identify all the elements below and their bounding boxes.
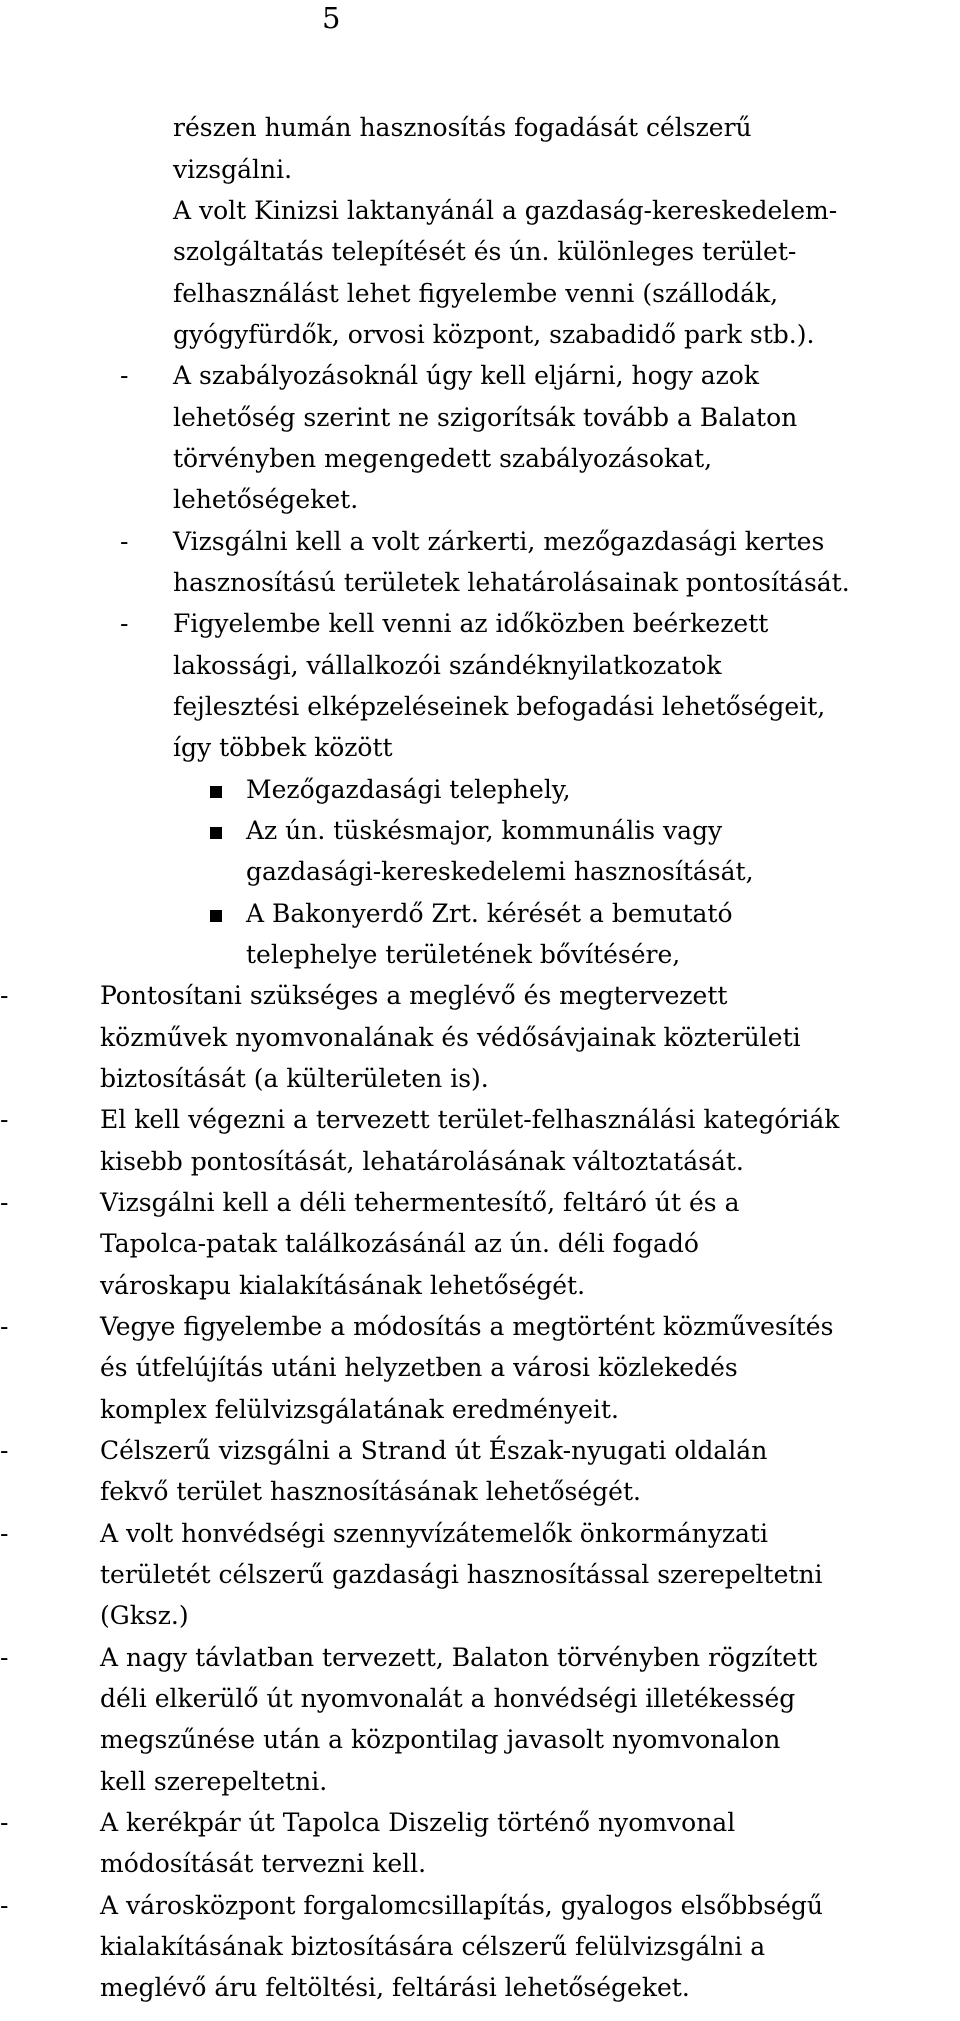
text-line: kell szerepeltetni. — [100, 1767, 328, 1796]
text-line: kialakításának biztosítására célszerű felülvizsgálni a — [100, 1932, 766, 1961]
text-line: felhasználást lehet figyelembe venni (szállodák, — [173, 279, 779, 308]
text-line: lehetőségeket. — [173, 485, 359, 514]
text-line: törvényben megengedett szabályozásokat, — [173, 444, 713, 473]
list-dash: - — [0, 981, 9, 1010]
list-dash: - — [120, 527, 129, 556]
square-bullet-icon — [210, 827, 222, 839]
text-line: és útfelújítás utáni helyzetben a városi közlekedés — [100, 1353, 738, 1382]
text-line: megszűnése után a központilag javasolt nyomvonalon — [100, 1725, 781, 1754]
list-dash: - — [120, 609, 129, 638]
text-line: A nagy távlatban tervezett, Balaton törvényben rögzített — [100, 1643, 818, 1672]
text-line: vizsgálni. — [173, 155, 293, 184]
list-dash: - — [0, 1891, 9, 1920]
text-line: A Bakonyerdő Zrt. kérését a bemutató — [246, 899, 733, 928]
text-line: gyógyfürdők, orvosi központ, szabadidő park stb.). — [173, 320, 815, 349]
page-number: 5 — [322, 1, 341, 35]
text-line: komplex felülvizsgálatának eredményeit. — [100, 1395, 619, 1424]
text-line: közművek nyomvonalának és védősávjainak közterületi — [100, 1023, 801, 1052]
text-line: A volt Kinizsi laktanyánál a gazdaság-kereskedelem- — [173, 196, 838, 225]
text-line: fekvő terület hasznosításának lehetőségét. — [100, 1477, 641, 1506]
text-line: A kerékpár út Tapolca Diszelig történő nyomvonal — [100, 1808, 736, 1837]
list-dash: - — [0, 1105, 9, 1134]
text-line: területét célszerű gazdasági hasznosítással szerepeltetni — [100, 1560, 823, 1589]
list-dash: - — [0, 1436, 9, 1465]
text-line: részen humán hasznosítás fogadását célszerű — [173, 113, 752, 142]
text-line: Az ún. tüskésmajor, kommunális vagy — [246, 816, 723, 845]
text-line: lakossági, vállalkozói szándéknyilatkozatok — [173, 651, 722, 680]
text-line: szolgáltatás telepítését és ún. különleges terület- — [173, 237, 797, 266]
text-line: fejlesztési elképzeléseinek befogadási lehetőségeit, — [173, 692, 826, 721]
text-line: El kell végezni a tervezett terület-felhasználási kategóriák — [100, 1105, 840, 1134]
text-line: városkapu kialakításának lehetőségét. — [100, 1271, 586, 1300]
text-line: Vizsgálni kell a déli tehermentesítő, feltáró út és a — [100, 1188, 740, 1217]
text-line: A városközpont forgalomcsillapítás, gyalogos elsőbbségű — [100, 1891, 824, 1920]
text-line: déli elkerülő út nyomvonalát a honvédségi illetékesség — [100, 1684, 796, 1713]
text-line: lehetőség szerint ne szigorítsák tovább a Balaton — [173, 403, 798, 432]
list-dash: - — [0, 1188, 9, 1217]
text-line: Mezőgazdasági telephely, — [246, 775, 571, 804]
text-line: meglévő áru feltöltési, feltárási lehetőségeket. — [100, 1973, 690, 2002]
list-dash: - — [120, 361, 129, 390]
list-dash: - — [0, 1808, 9, 1837]
square-bullet-icon — [210, 786, 222, 798]
list-dash: - — [0, 1312, 9, 1341]
text-line: A szabályozásoknál úgy kell eljárni, hogy azok — [173, 361, 759, 390]
text-line: Tapolca-patak találkozásánál az ún. déli fogadó — [100, 1229, 699, 1258]
list-dash: - — [0, 1519, 9, 1548]
text-line: (Gksz.) — [100, 1601, 189, 1630]
text-line: kisebb pontosítását, lehatárolásának változtatását. — [100, 1147, 744, 1176]
text-line: Vizsgálni kell a volt zárkerti, mezőgazdasági kertes — [173, 527, 825, 556]
text-line: biztosítását (a külterületen is). — [100, 1064, 489, 1093]
text-line: Vegye figyelembe a módosítás a megtörtént közművesítés — [100, 1312, 834, 1341]
text-line: Célszerű vizsgálni a Strand út Észak-nyugati oldalán — [100, 1436, 768, 1465]
text-line: Pontosítani szükséges a meglévő és megtervezett — [100, 981, 728, 1010]
text-line: módosítását tervezni kell. — [100, 1849, 427, 1878]
list-dash: - — [0, 1643, 9, 1672]
text-line: így többek között — [173, 733, 393, 762]
square-bullet-icon — [210, 910, 222, 922]
text-line: hasznosítású területek lehatárolásainak pontosítását. — [173, 568, 850, 597]
text-line: Figyelembe kell venni az időközben beérkezett — [173, 609, 769, 638]
text-line: gazdasági-kereskedelemi hasznosítását, — [246, 857, 754, 886]
text-line: telephelye területének bővítésére, — [246, 940, 681, 969]
text-line: A volt honvédségi szennyvízátemelők önkormányzati — [100, 1519, 768, 1548]
